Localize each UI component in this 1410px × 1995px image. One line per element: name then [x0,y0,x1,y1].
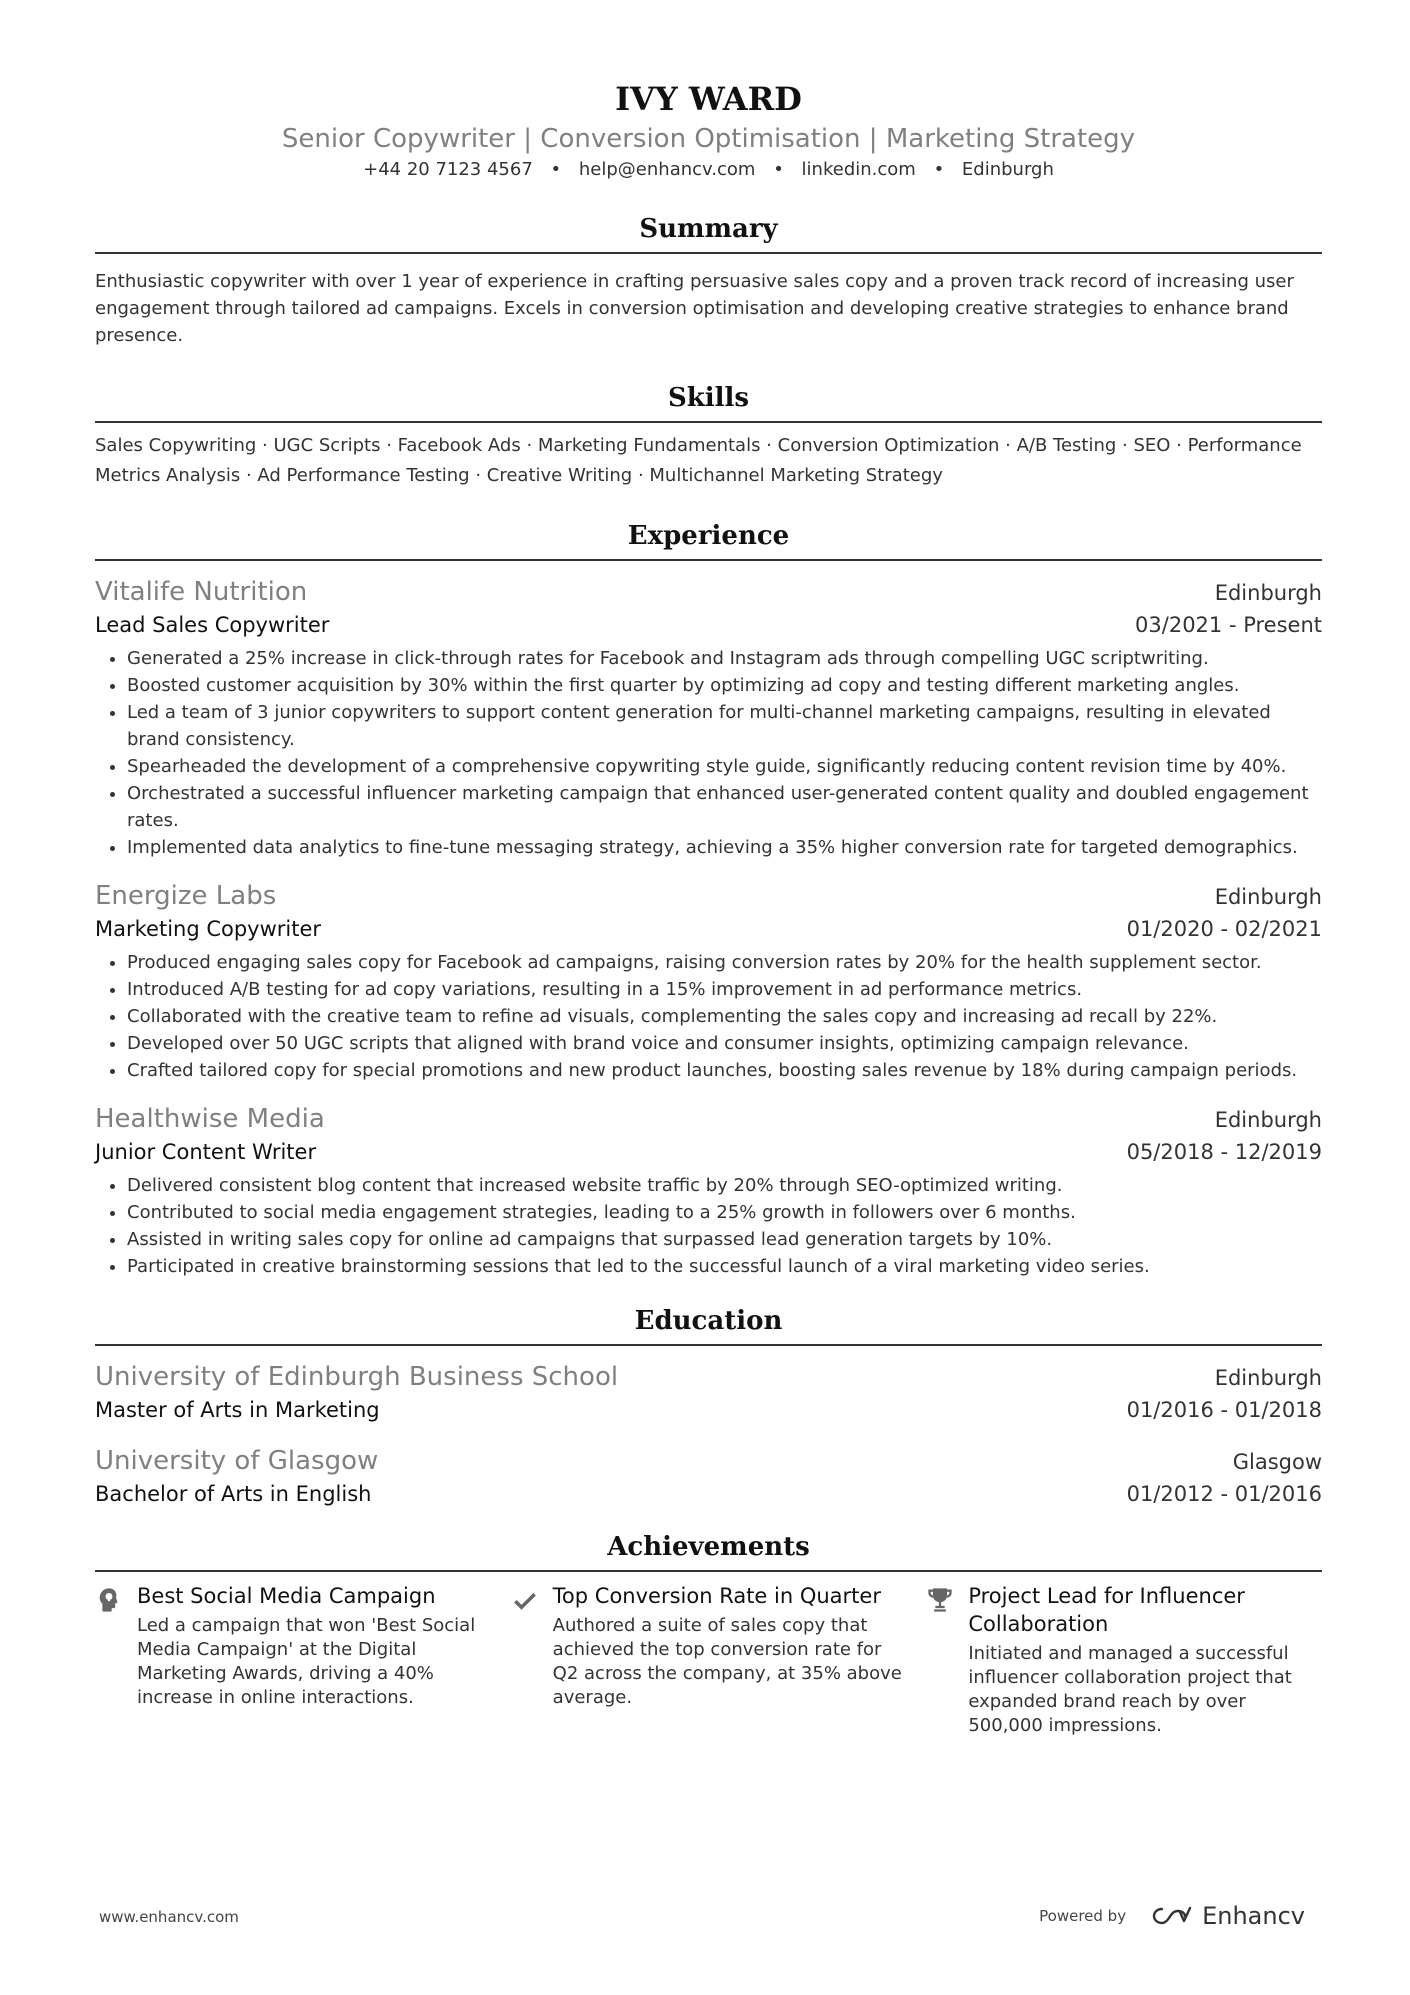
contact-email[interactable]: help@enhancv.com [578,159,756,180]
experience-entry [95,575,1322,861]
experience-entry [95,1102,1322,1280]
job-title: Lead Sales Copywriter [95,613,330,637]
section-title: Experience [95,519,1322,561]
company-name: Vitalife Nutrition [95,577,308,607]
contact-location: Edinburgh [961,159,1054,180]
experience-bullet: • Produced engaging sales copy for Facebook ad campaigns, raising conversion rates by 20% for the health supplement sector. [127,949,1322,976]
achievement-title: Best Social Media Campaign [137,1584,436,1608]
experience-bullet: • Boosted customer acquisition by 30% within the first quarter by optimizing ad copy and testing different marketing angles. [127,672,1322,699]
experience-entry [95,879,1322,1084]
experience-bullet: • Contributed to social media engagement strategies, leading to a 25% growth in followers over 6 months. [127,1199,1322,1226]
enhancv-logo-icon [1150,1905,1194,1927]
experience-list [95,575,1322,1280]
candidate-name: IVY WARD [615,80,802,118]
experience-bullet: • Introduced A/B testing for ad copy variations, resulting in a 15% improvement in ad performance metrics. [127,976,1322,1003]
education-entry [95,1444,1322,1510]
experience-bullet: • Developed over 50 UGC scripts that aligned with brand voice and consumer insights, optimizing campaign relevance. [127,1030,1322,1057]
job-title: Junior Content Writer [95,1140,317,1164]
experience-bullet: • Crafted tailored copy for special promotions and new product launches, boosting sales revenue by 18% during campaign periods. [127,1057,1322,1084]
experience-bullet: • Orchestrated a successful influencer marketing campaign that enhanced user-generated content quality and doubled engagement rates. [127,780,1322,834]
checkmark-icon [511,1582,553,1738]
company-name: Healthwise Media [95,1104,325,1134]
section-title: Summary [95,212,1322,254]
section-title: Achievements [95,1530,1322,1572]
achievement-item [511,1582,907,1738]
education-list [95,1360,1322,1510]
contact-separator: • [933,159,945,180]
experience-section [95,519,1322,1280]
degree: Master of Arts in Marketing [95,1398,380,1422]
brand-name: Enhancv [1202,1902,1305,1930]
achievement-title: Top Conversion Rate in Quarter [552,1584,881,1608]
footer-website[interactable]: www.enhancv.com [99,1908,239,1926]
summary-text: Enthusiastic copywriter with over 1 year of experience in crafting persuasive sales copy and a proven track record of increasing user engagement through tailored ad campaigns. Excels in conversion optimisation and developing creative strategies to enhance brand presence. [95,271,1294,346]
contact-separator: • [550,159,562,180]
degree: Bachelor of Arts in English [95,1482,372,1506]
achievement-item [95,1582,491,1738]
experience-bullets [95,645,1322,861]
achievement-description: Authored a suite of sales copy that achieved the top conversion rate for Q2 across the company, at 35% above average. [552,1615,902,1708]
resume-header [95,80,1322,182]
contact-line [95,158,1322,182]
school-location: Glasgow [1232,1450,1322,1474]
experience-bullet: • Collaborated with the creative team to refine ad visuals, complementing the sales copy and increasing ad recall by 22%. [127,1003,1322,1030]
experience-bullet: • Assisted in writing sales copy for online ad campaigns that surpassed lead generation targets by 10%. [127,1226,1322,1253]
job-title: Marketing Copywriter [95,917,322,941]
education-dates: 01/2016 - 01/2018 [1126,1398,1322,1422]
section-title: Skills [95,381,1322,423]
skills-list: Sales Copywriting · UGC Scripts · Facebook Ads · Marketing Fundamentals · Conversion Optimization · A/B Testing · SEO · Performance Metrics Analysis · Ad Performance Testing · Creative Writing · Multichannel Marketing Strategy [95,435,1302,486]
education-section [95,1304,1322,1510]
experience-bullet: • Led a team of 3 junior copywriters to support content generation for multi-channel marketing campaigns, resulting in elevated brand consistency. [127,699,1322,753]
achievement-description: Led a campaign that won 'Best Social Media Campaign' at the Digital Marketing Awards, driving a 40% increase in online interactions. [137,1615,476,1708]
experience-bullet: • Participated in creative brainstorming sessions that led to the successful launch of a viral marketing video series. [127,1253,1322,1280]
job-dates: 05/2018 - 12/2019 [1126,1140,1322,1164]
company-name: Energize Labs [95,881,277,911]
contact-linkedin[interactable]: linkedin.com [801,159,916,180]
experience-bullet: • Spearheaded the development of a comprehensive copywriting style guide, significantly reducing content revision time by 40%. [127,753,1322,780]
summary-section [95,212,1322,349]
achievements-section [95,1530,1322,1738]
resume-content [95,80,1322,1738]
experience-bullet: • Generated a 25% increase in click-through rates for Facebook and Instagram ads through compelling UGC scriptwriting. [127,645,1322,672]
lightbulb-head-icon [95,1582,137,1738]
achievement-item [926,1582,1322,1738]
job-location: Edinburgh [1214,581,1322,605]
school-name: University of Glasgow [95,1446,379,1476]
education-entry [95,1360,1322,1426]
skills-section [95,381,1322,491]
achievement-description: Initiated and managed a successful influencer collaboration project that expanded brand reach by over 500,000 impressions. [968,1643,1292,1736]
job-dates: 01/2020 - 02/2021 [1126,917,1322,941]
contact-separator: • [773,159,784,180]
job-location: Edinburgh [1214,1108,1322,1132]
experience-bullet: • Delivered consistent blog content that increased website traffic by 20% through SEO-optimized writing. [127,1172,1322,1199]
job-dates: 03/2021 - Present [1135,613,1322,637]
section-title: Education [95,1304,1322,1346]
brand-logo[interactable] [1150,1902,1305,1930]
school-name: University of Edinburgh Business School [95,1362,619,1392]
trophy-icon [926,1582,968,1738]
experience-bullets [95,1172,1322,1280]
contact-phone: +44 20 7123 4567 [363,159,533,180]
experience-bullets [95,949,1322,1084]
achievement-title: Project Lead for Influencer Collaboration [968,1584,1245,1636]
powered-by-label: Powered by [1039,1907,1127,1925]
footer-branding [1039,1902,1305,1930]
experience-bullet: • Implemented data analytics to fine-tune messaging strategy, achieving a 35% higher conversion rate for targeted demographics. [127,834,1322,861]
education-dates: 01/2012 - 01/2016 [1126,1482,1322,1506]
school-location: Edinburgh [1214,1366,1322,1390]
achievements-row [95,1582,1322,1738]
job-location: Edinburgh [1214,885,1322,909]
candidate-headline: Senior Copywriter | Conversion Optimisation | Marketing Strategy [281,124,1136,154]
